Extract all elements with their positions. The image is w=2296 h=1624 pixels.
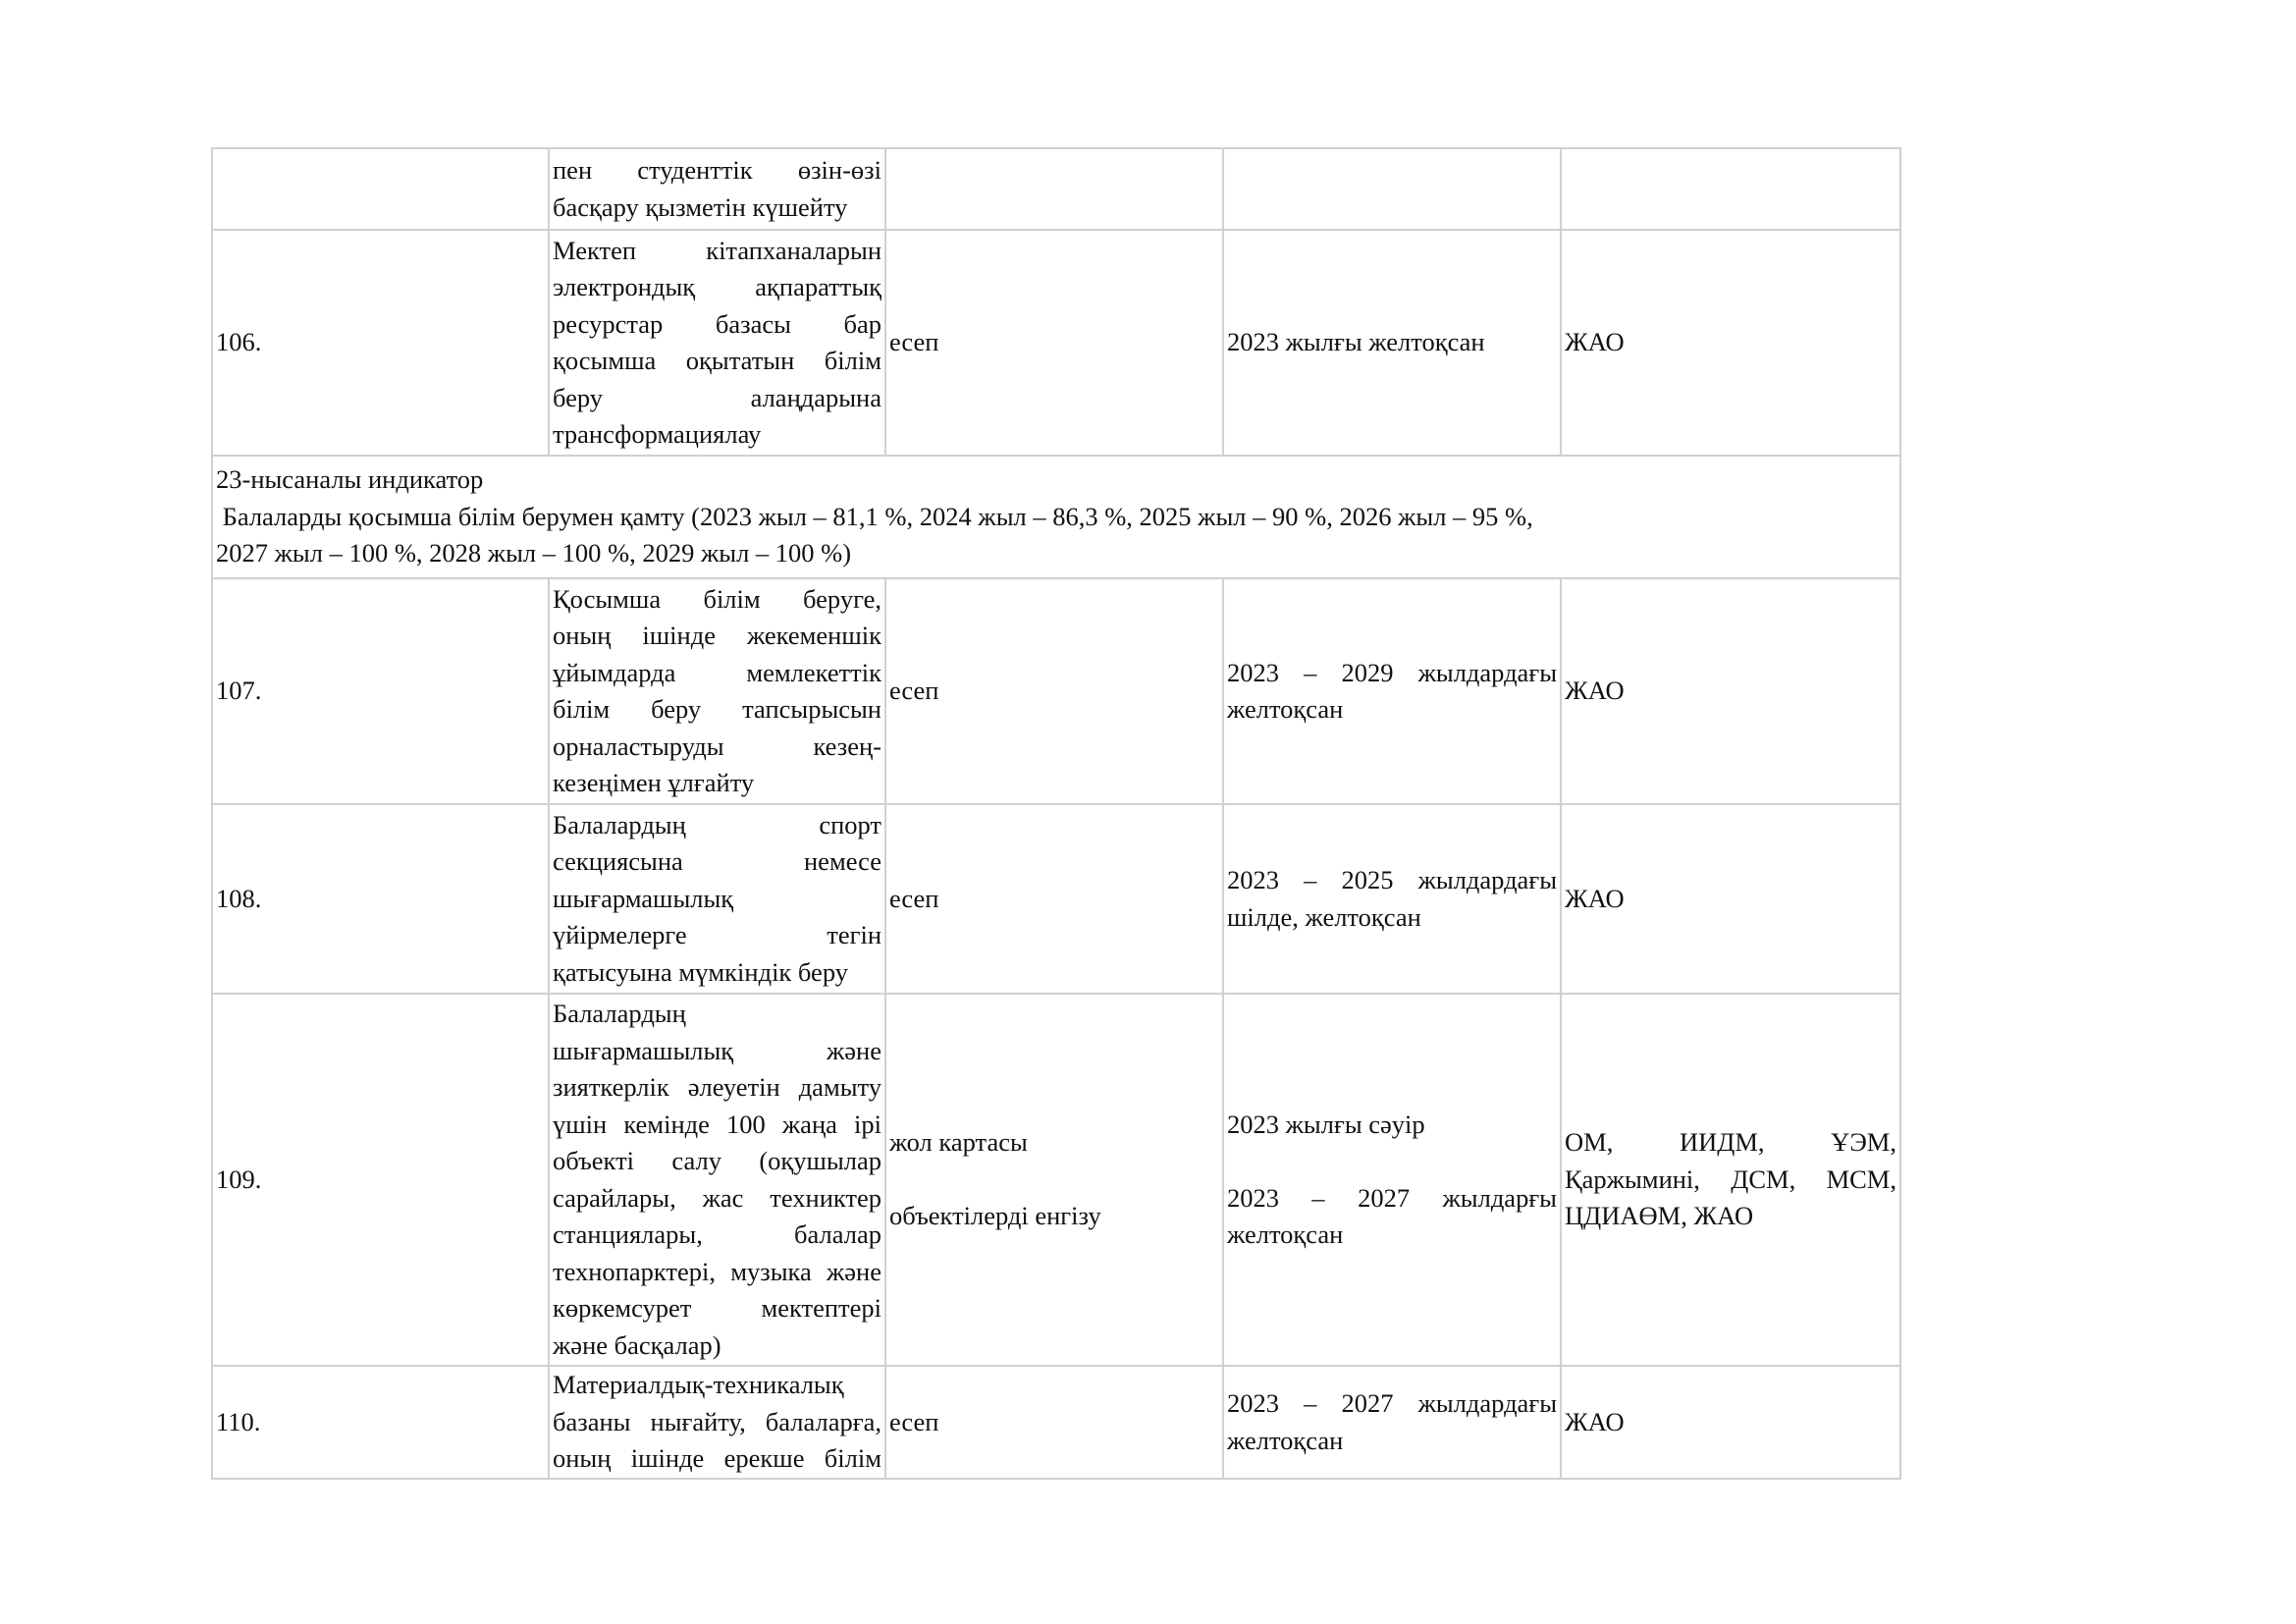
form-cell: есеп bbox=[885, 1366, 1223, 1479]
description-cell bbox=[549, 804, 885, 994]
period-line: 2023 – 2025 жылдардағы bbox=[1227, 865, 1557, 894]
description-line: секциясына немесе bbox=[553, 846, 881, 877]
period-cell bbox=[1223, 1366, 1561, 1479]
description-line: электрондық ақпараттық bbox=[553, 272, 881, 301]
responsible-cell bbox=[1561, 148, 1900, 230]
responsible-line: Қаржымині, ДСМ, МСМ, bbox=[1565, 1164, 1896, 1194]
row-number: 106. bbox=[212, 230, 549, 456]
period-cell: 2023 жылғы желтоқсан bbox=[1223, 230, 1561, 456]
description-line: ресурстар базасы бар bbox=[553, 308, 881, 339]
responsible-line: ОМ, ИИДМ, ҰЭМ, bbox=[1565, 1127, 1896, 1158]
description-cell bbox=[549, 230, 885, 456]
description-line: базаны нығайту, балаларға, bbox=[553, 1406, 881, 1436]
description-line: қосымша оқытатын білім bbox=[553, 346, 881, 375]
form-cell: есеп bbox=[885, 804, 1223, 994]
indicator-text-line: 2027 жыл – 100 %, 2028 жыл – 100 %, 2029 жыл – 100 %) bbox=[216, 538, 852, 568]
period-line: 2023 – 2027 жылдардағы bbox=[1227, 1388, 1557, 1418]
period-cell bbox=[1223, 578, 1561, 804]
description-line: Материалдық-техникалық bbox=[553, 1370, 844, 1400]
period-line: 2023 – 2029 жылдардағы bbox=[1227, 657, 1557, 687]
responsible-cell: ЖАО bbox=[1561, 804, 1900, 994]
description-line: үйірмелерге тегін bbox=[553, 920, 881, 950]
period-line: желтоқсан bbox=[1227, 1425, 1344, 1455]
description-line: пен студенттік өзін-өзі bbox=[553, 155, 881, 185]
description-line: қатысуына мүмкіндік беру bbox=[553, 956, 848, 987]
form-cell bbox=[885, 994, 1223, 1366]
description-line: Балалардың спорт bbox=[553, 809, 881, 839]
responsible-cell bbox=[1561, 994, 1900, 1366]
period-line: 2023 жылғы сәуір bbox=[1227, 1109, 1425, 1139]
description-line: көркемсурет мектептері bbox=[553, 1293, 881, 1323]
description-line: орналастыруды кезең- bbox=[553, 731, 881, 761]
indicator-row bbox=[212, 456, 1900, 578]
row-number: 109. bbox=[212, 994, 549, 1366]
plan-table bbox=[211, 147, 1901, 1480]
period-line: шілде, желтоқсан bbox=[1227, 901, 1421, 932]
description-line: кезеңімен ұлғайту bbox=[553, 768, 755, 797]
period-line: желтоқсан bbox=[1227, 1219, 1344, 1249]
table-row-106 bbox=[212, 230, 1900, 456]
description-line: оның ішінде ерекше білім bbox=[553, 1443, 881, 1474]
indicator-title: 23-нысаналы индикатор bbox=[216, 464, 484, 495]
responsible-cell: ЖАО bbox=[1561, 578, 1900, 804]
description-cell bbox=[549, 578, 885, 804]
form-line: объектілерді енгізу bbox=[889, 1201, 1101, 1231]
indicator-text-line: Балаларды қосымша білім берумен қамту (2023 жыл – 81,1 %, 2024 жыл – 86,3 %, 2025 жыл – 90 %, 2026 жыл – 95 %, bbox=[216, 501, 1533, 531]
description-line: басқару қызметін күшейту bbox=[553, 191, 848, 222]
responsible-line: ЦДИАӨМ, ЖАО bbox=[1565, 1201, 1754, 1231]
description-line: және басқалар) bbox=[553, 1329, 721, 1360]
description-line: Қосымша білім беруге, bbox=[553, 583, 881, 614]
table-row-109 bbox=[212, 994, 1900, 1366]
form-cell bbox=[885, 148, 1223, 230]
row-number: 108. bbox=[212, 804, 549, 994]
row-number: 110. bbox=[212, 1366, 549, 1479]
description-line: объекті салу (оқушылар bbox=[553, 1146, 881, 1175]
table-row-107 bbox=[212, 578, 1900, 804]
table-row-110 bbox=[212, 1366, 1900, 1479]
description-line: үшін кемінде 100 жаңа ірі bbox=[553, 1109, 881, 1139]
period-cell bbox=[1223, 148, 1561, 230]
description-line: беру алаңдарына bbox=[553, 382, 881, 412]
description-cell bbox=[549, 1366, 885, 1479]
description-line: білім беру тапсырысын bbox=[553, 694, 881, 724]
description-cell bbox=[549, 148, 885, 230]
description-line: Мектеп кітапханаларын bbox=[553, 235, 881, 265]
responsible-cell: ЖАО bbox=[1561, 1366, 1900, 1479]
row-number: 107. bbox=[212, 578, 549, 804]
description-line: оның ішінде жекеменшік bbox=[553, 621, 881, 650]
form-cell: есеп bbox=[885, 578, 1223, 804]
description-line: зияткерлік әлеуетін дамыту bbox=[553, 1072, 881, 1102]
description-line: Балалардың bbox=[553, 999, 686, 1028]
description-line: сарайлары, жас техниктер bbox=[553, 1182, 881, 1213]
description-line: ұйымдарда мемлекеттік bbox=[553, 657, 881, 687]
num-cell bbox=[212, 148, 549, 230]
description-line: шығармашылық және bbox=[553, 1035, 881, 1065]
period-cell bbox=[1223, 994, 1561, 1366]
description-line: станциялары, балалар bbox=[553, 1219, 881, 1249]
description-line: технопарктері, музыка және bbox=[553, 1256, 881, 1286]
table-row-continued bbox=[212, 148, 1900, 230]
description-line: трансформациялау bbox=[553, 419, 762, 449]
indicator-cell bbox=[212, 456, 1900, 578]
period-cell bbox=[1223, 804, 1561, 994]
form-cell: есеп bbox=[885, 230, 1223, 456]
period-line: желтоқсан bbox=[1227, 694, 1344, 724]
period-line: 2023 – 2027 жылдарғы bbox=[1227, 1182, 1557, 1213]
form-line: жол картасы bbox=[889, 1127, 1028, 1158]
description-line: шығармашылық bbox=[553, 883, 734, 913]
table-row-108 bbox=[212, 804, 1900, 994]
description-cell bbox=[549, 994, 885, 1366]
responsible-cell: ЖАО bbox=[1561, 230, 1900, 456]
